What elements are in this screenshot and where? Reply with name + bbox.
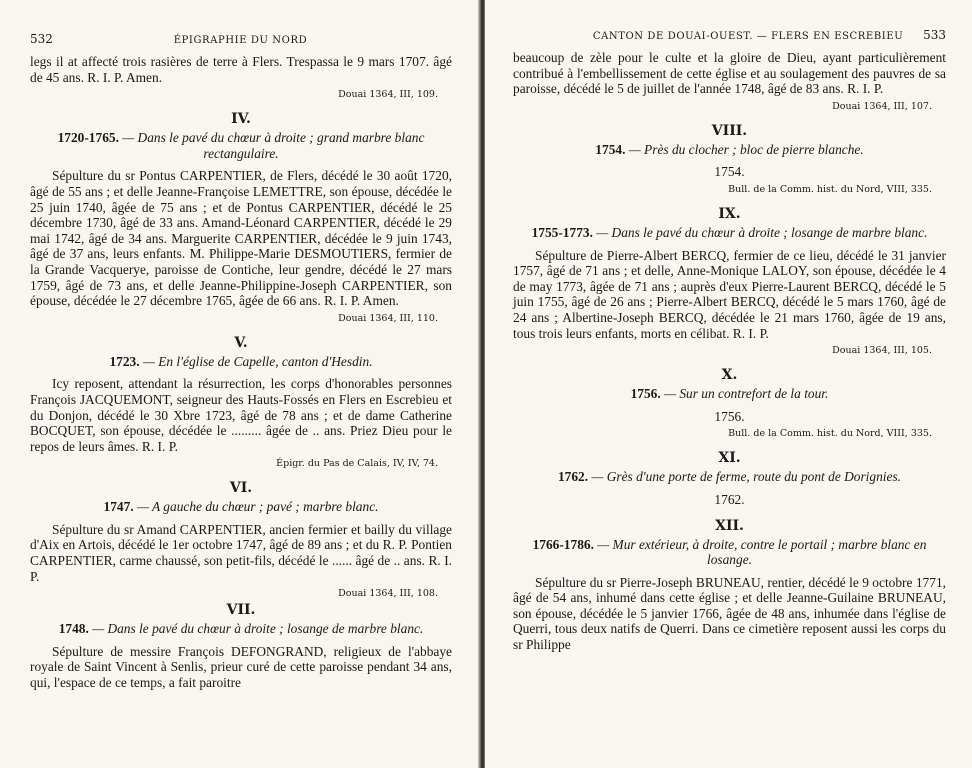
entry-date: 1723. (109, 353, 140, 369)
entry (513, 206, 946, 357)
entry-numeral: VI. (229, 480, 253, 497)
entry-date: 1747. (103, 499, 134, 515)
entry-heading (30, 130, 452, 161)
continuation-text: beaucoup de zèle pour le culte et la gloire de Dieu, ayant particulièrement contribué à l'embellissement de cette église et au soulagement des pauvres de sa paroisse, décédé le 5 de juillet de l'année 1748, âgé de 83 ans. R. I. P. (513, 50, 946, 97)
left-page (0, 0, 480, 768)
entry-location: — En l'église de Capelle, canton d'Hesdin. (142, 353, 373, 369)
entry-text: Sépulture de messire François DEFONGRAND, religieux de l'abbaye royale de Saint Vincent à Senlis, prieur curé de cette paroisse pendant 34 ans, qui, l'espace de ce temps, a fait paroitre (30, 643, 452, 691)
entry-heading (513, 386, 946, 402)
entry-text: Icy reposent, attendant la résurrection, les corps d'honorables personnes François JACQUEMONT, seigneur des Hauts-Fossés en Flers en Escrebieu et du Donjon, décédé le 30 Xbre 1723, âgé de 78 ans ; et de dame Catherine BOCQUET, son épouse, décédée le ......... âgée de .. ans. Priez Dieu pour le repos de leurs âmes. R. I. P. (30, 376, 452, 454)
entry-location: — Sur un contrefort de la tour. (664, 386, 829, 402)
entry (30, 111, 452, 325)
entry (30, 480, 452, 600)
entry-numeral: X. (721, 367, 738, 384)
entry-date: 1748. (58, 621, 89, 637)
running-title: CANTON DE DOUAI-OUEST. — FLERS EN ESCREBIEU (592, 31, 904, 42)
source-reference: Douai 1364, III, 109. (338, 89, 438, 101)
entry-numeral: IX. (718, 205, 741, 222)
entry (513, 367, 946, 440)
page-number: 533 (923, 28, 946, 42)
entry-numeral: XI. (718, 450, 741, 467)
entry-inscription: 1756. (714, 408, 745, 424)
entry-inscription: 1754. (714, 164, 745, 180)
entry-date: 1756. (630, 386, 661, 402)
source-reference: Douai 1364, III, 105. (832, 345, 932, 357)
entry-location: — Près du clocher ; bloc de pierre blanche. (628, 141, 864, 157)
entry-heading (513, 142, 946, 158)
left-running-head (30, 32, 452, 46)
entry-heading (513, 469, 946, 485)
entry-numeral: IV. (231, 111, 251, 128)
right-page (485, 0, 972, 768)
continuation-text: legs il at affecté trois rasières de terre à Flers. Trespassa le 9 mars 1707. âgé de 45 ans. R. I. P. Amen. (30, 54, 452, 85)
entry-numeral: VII. (226, 602, 256, 619)
entry (513, 123, 946, 196)
entry-numeral: XII. (715, 517, 744, 534)
right-running-head (513, 28, 946, 42)
entry-location: — Dans le pavé du chœur à droite ; losange de marbre blanc. (92, 621, 424, 637)
source-reference: Douai 1364, III, 108. (338, 588, 438, 600)
entry-date: 1755-1773. (531, 224, 593, 240)
entry (30, 602, 452, 690)
entry-date: 1720-1765. (57, 130, 119, 146)
source-reference: Épigr. du Pas de Calais, IV, IV, 74. (276, 458, 438, 470)
entry-text: Sépulture de Pierre-Albert BERCQ, fermier de ce lieu, décédé le 31 janvier 1757, âgé de 71 ans ; et delle, Anne-Monique LALOY, son épouse, décédée le 4 de may 1773, âgée de 71 ans ; auprès d'eux Pierre-Laurent BERCQ, décédé le 5 juin 1755, âgé de 26 ans ; Pierre-Albert BERCQ, décédé le 5 mars 1760, âgé de 24 ans ; Albertine-Joseph BERCQ, décédée le 21 mars 1760, âgée de 19 ans, tous trois leurs enfants, morts en célibat. R. I. P. (513, 247, 946, 341)
entry-heading (30, 621, 452, 637)
source-reference: Bull. de la Comm. hist. du Nord, VIII, 335. (728, 183, 932, 195)
right-page-content (513, 28, 946, 653)
entry-location: — Dans le pavé du chœur à droite ; grand marbre blanc rectangulaire. (122, 130, 425, 161)
entry-heading (513, 225, 946, 241)
entry-numeral: VIII. (711, 122, 748, 139)
entry-inscription: 1762. (714, 491, 745, 507)
entry-location: — A gauche du chœur ; pavé ; marbre blanc. (137, 499, 379, 515)
left-page-content (30, 32, 452, 691)
entry-date: 1754. (595, 141, 626, 157)
entry-heading (30, 499, 452, 515)
entry-text: Sépulture du sr Pontus CARPENTIER, de Flers, décédé le 30 août 1720, âgé de 55 ans ; et delle Jeanne-Françoise LEMETTRE, son épouse, décédée le 25 juin 1740, âgée de 75 ans ; et de Pontus CARPENTIER, décédé le 25 décembre 1730, âgé de 33 ans. Amand-Léonard CARPENTIER, décédé le 29 mai 1742, âgé de 34 ans. Marguerite CARPENTIER, décédée le 9 juin 1743, âgé de 37 ans, leurs enfants. M. Philippe-Marie DESMOUTIERS, fermier de la Grande Vacquerye, paroisse de Contiche, leur gendre, décédé le 27 mars 1759, âgé de 73 ans, et delle Jeanne-Philippine-Joseph CARPENTIER, son épouse, décédée le 27 décembre 1765, âgée de 66 ans. R. I. P. Amen. (30, 168, 452, 309)
entry-text: Sépulture du sr Amand CARPENTIER, ancien fermier et bailly du village d'Aix en Artois, décédé le 1er octobre 1747, âgé de 89 ans ; et du R. P. Pontien CARPENTIER, carme chaussé, son petit-fils, décédé le ...... âgé de .. ans. R. I. P. (30, 521, 452, 584)
running-title: ÉPIGRAPHIE DU NORD (173, 35, 308, 46)
source-reference: Douai 1364, III, 110. (338, 312, 438, 324)
entry-date: 1766-1786. (532, 536, 594, 552)
source-reference: Bull. de la Comm. hist. du Nord, VIII, 335. (728, 428, 932, 440)
entry-date: 1762. (557, 469, 589, 485)
entry-heading (30, 354, 452, 370)
entry-location: — Dans le pavé du chœur à droite ; losange de marbre blanc. (596, 224, 928, 240)
entry (30, 335, 452, 471)
page-number: 532 (30, 32, 53, 46)
entry (513, 518, 946, 653)
source-reference: Douai 1364, III, 107. (832, 100, 932, 112)
entry-heading (513, 537, 946, 568)
entry-text: Sépulture du sr Pierre-Joseph BRUNEAU, rentier, décédé le 9 octobre 1771, âgé de 54 ans, inhumé dans cette église ; et delle Jeanne-Guilaine BRUNEAU, son épouse, décédée le 5 janvier 1766, âgée de 48 ans, inhumée dans l'église de Querri, tous deux natifs de Querri. Dans ce cimetière reposent aussi les corps du sr Philippe (513, 574, 946, 653)
entry-numeral: V. (234, 334, 248, 351)
entry (513, 450, 946, 507)
entry-location: — Grès d'une porte de ferme, route du pont de Dorignies. (591, 469, 902, 485)
entry-location: — Mur extérieur, à droite, contre le portail ; marbre blanc en losange. (597, 536, 927, 568)
